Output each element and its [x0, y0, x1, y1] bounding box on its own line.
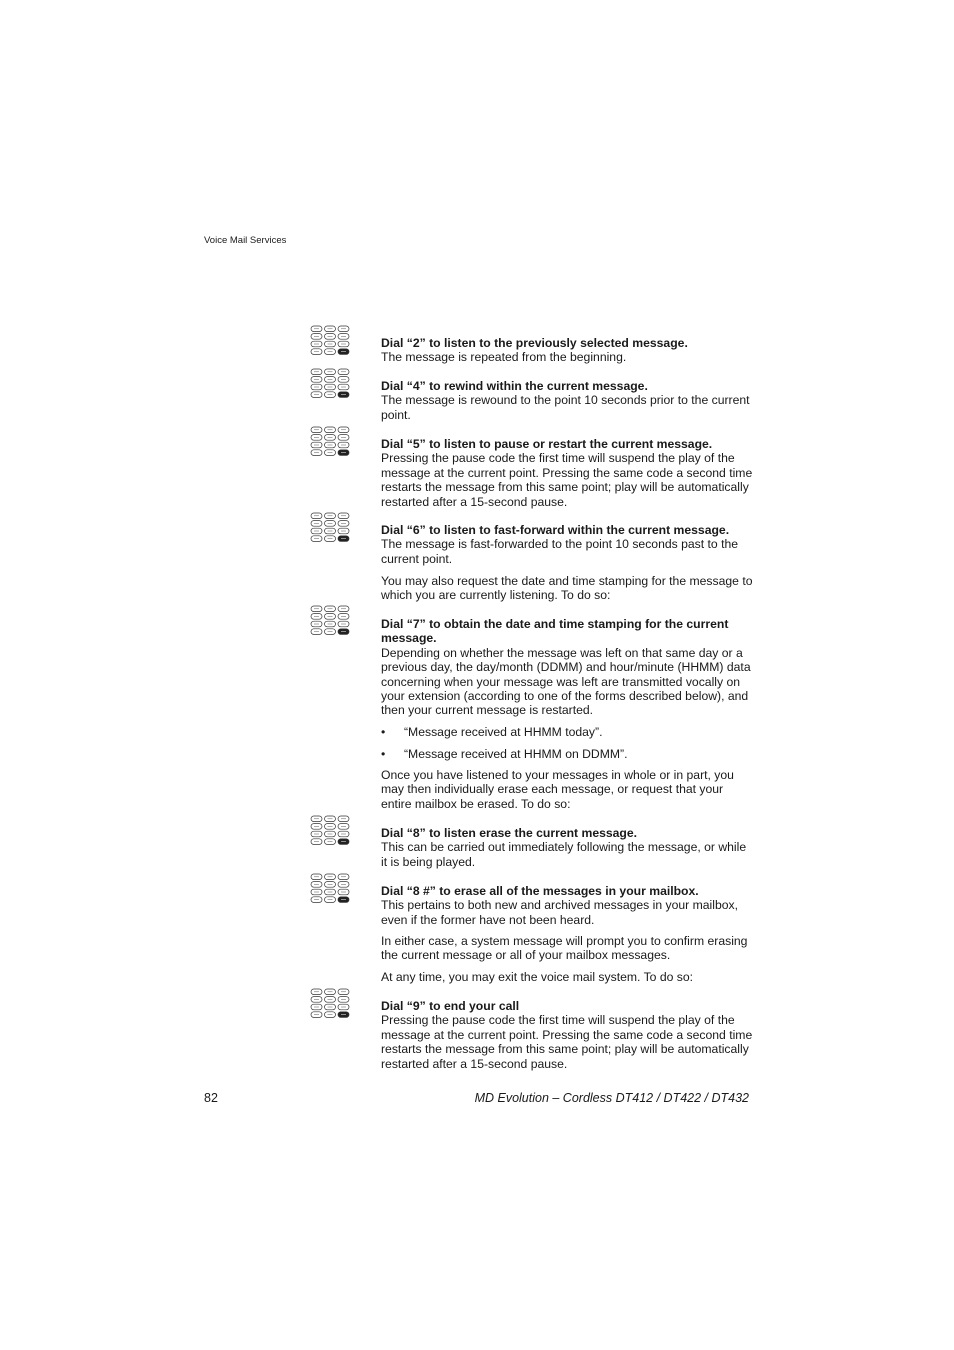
step-dial-8 [381, 826, 753, 869]
step-body: The message is rewound to the point 10 seconds prior to the current point. [381, 393, 750, 422]
step-dial-2 [381, 336, 753, 365]
step-body: Pressing the pause code the first time will suspend the play of the message at the current point. Pressing the same code a second time restarts the message from this same point; play will be automatically restarted after a 15-second pause. [381, 451, 753, 509]
step-body: This pertains to both new and archived messages in your mailbox, even if the former have not been heard. [381, 898, 739, 927]
step-dial-7 [381, 617, 753, 718]
step-title: Dial “8 #” to erase all of the messages in your mailbox. [381, 884, 699, 898]
phone-keypad-icon [310, 605, 352, 637]
step-title: Dial “6” to listen to fast-forward within the current message. [381, 523, 730, 537]
confirm-note-paragraph: In either case, a system message will prompt you to confirm erasing the current message or all of your mailbox messages. [381, 934, 748, 963]
step-body: This can be carried out immediately following the message, or while it is being played. [381, 840, 747, 869]
keypad-icon [310, 873, 352, 905]
phone-keypad-icon [310, 988, 352, 1020]
bullet-icon: • [381, 725, 386, 739]
phone-keypad-icon [310, 426, 352, 458]
step-title: Dial “8” to listen erase the current message. [381, 826, 638, 840]
step-body: The message is fast-forwarded to the point 10 seconds past to the current point. [381, 537, 739, 566]
bullet-icon: • [381, 747, 386, 761]
exit-intro-paragraph: At any time, you may exit the voice mail system. To do so: [381, 970, 694, 984]
keypad-icon [310, 368, 352, 400]
step-dial-8-hash [381, 884, 753, 927]
keypad-icon [310, 325, 352, 357]
list-item [381, 725, 602, 739]
date-intro-paragraph: You may also request the date and time stamping for the message to which you are currently listening. To do so: [381, 574, 753, 603]
keypad-icon [310, 605, 352, 637]
keypad-icon [310, 988, 352, 1020]
product-title: MD Evolution – Cordless DT412 / DT422 / DT432 [474, 1091, 749, 1105]
keypad-icon [310, 815, 352, 847]
step-body: Pressing the pause code the first time will suspend the play of the message at the current point. Pressing the same code a second time restarts the message from this same point; play will be automatically restarted after a 15-second pause. [381, 1013, 753, 1071]
step-title: Dial “9” to end your call [381, 999, 520, 1013]
step-title: Dial “7” to obtain the date and time stamping for the current message. [381, 617, 729, 646]
phone-keypad-icon [310, 368, 352, 400]
step-dial-5 [381, 437, 753, 509]
step-title: Dial “4” to rewind within the current message. [381, 379, 648, 393]
step-title: Dial “5” to listen to pause or restart the current message. [381, 437, 713, 451]
erase-intro-paragraph: Once you have listened to your messages in whole or in part, you may then individually erase each message, or request that your entire mailbox be erased. To do so: [381, 768, 734, 811]
step-title: Dial “2” to listen to the previously selected message. [381, 336, 688, 350]
page-number: 82 [204, 1091, 218, 1105]
list-item [381, 747, 628, 761]
step-dial-9 [381, 999, 753, 1071]
list-item-text: “Message received at HHMM on DDMM”. [404, 747, 628, 761]
phone-keypad-icon [310, 815, 352, 847]
keypad-icon [310, 426, 352, 458]
step-dial-4 [381, 379, 753, 422]
step-body: The message is repeated from the beginning. [381, 350, 627, 365]
phone-keypad-icon [310, 325, 352, 357]
step-body: Depending on whether the message was left on that same day or a previous day, the day/month (DDMM) and hour/minute (HHMM) data concerning when your message was left are transmitted vocally on your extension (according to one of the forms described below), and then your current message is restarted. [381, 645, 751, 718]
step-dial-6 [381, 523, 753, 566]
running-header: Voice Mail Services [204, 235, 287, 246]
keypad-icon [310, 512, 352, 544]
phone-keypad-icon [310, 512, 352, 544]
list-item-text: “Message received at HHMM today”. [404, 725, 603, 739]
phone-keypad-icon [310, 873, 352, 905]
